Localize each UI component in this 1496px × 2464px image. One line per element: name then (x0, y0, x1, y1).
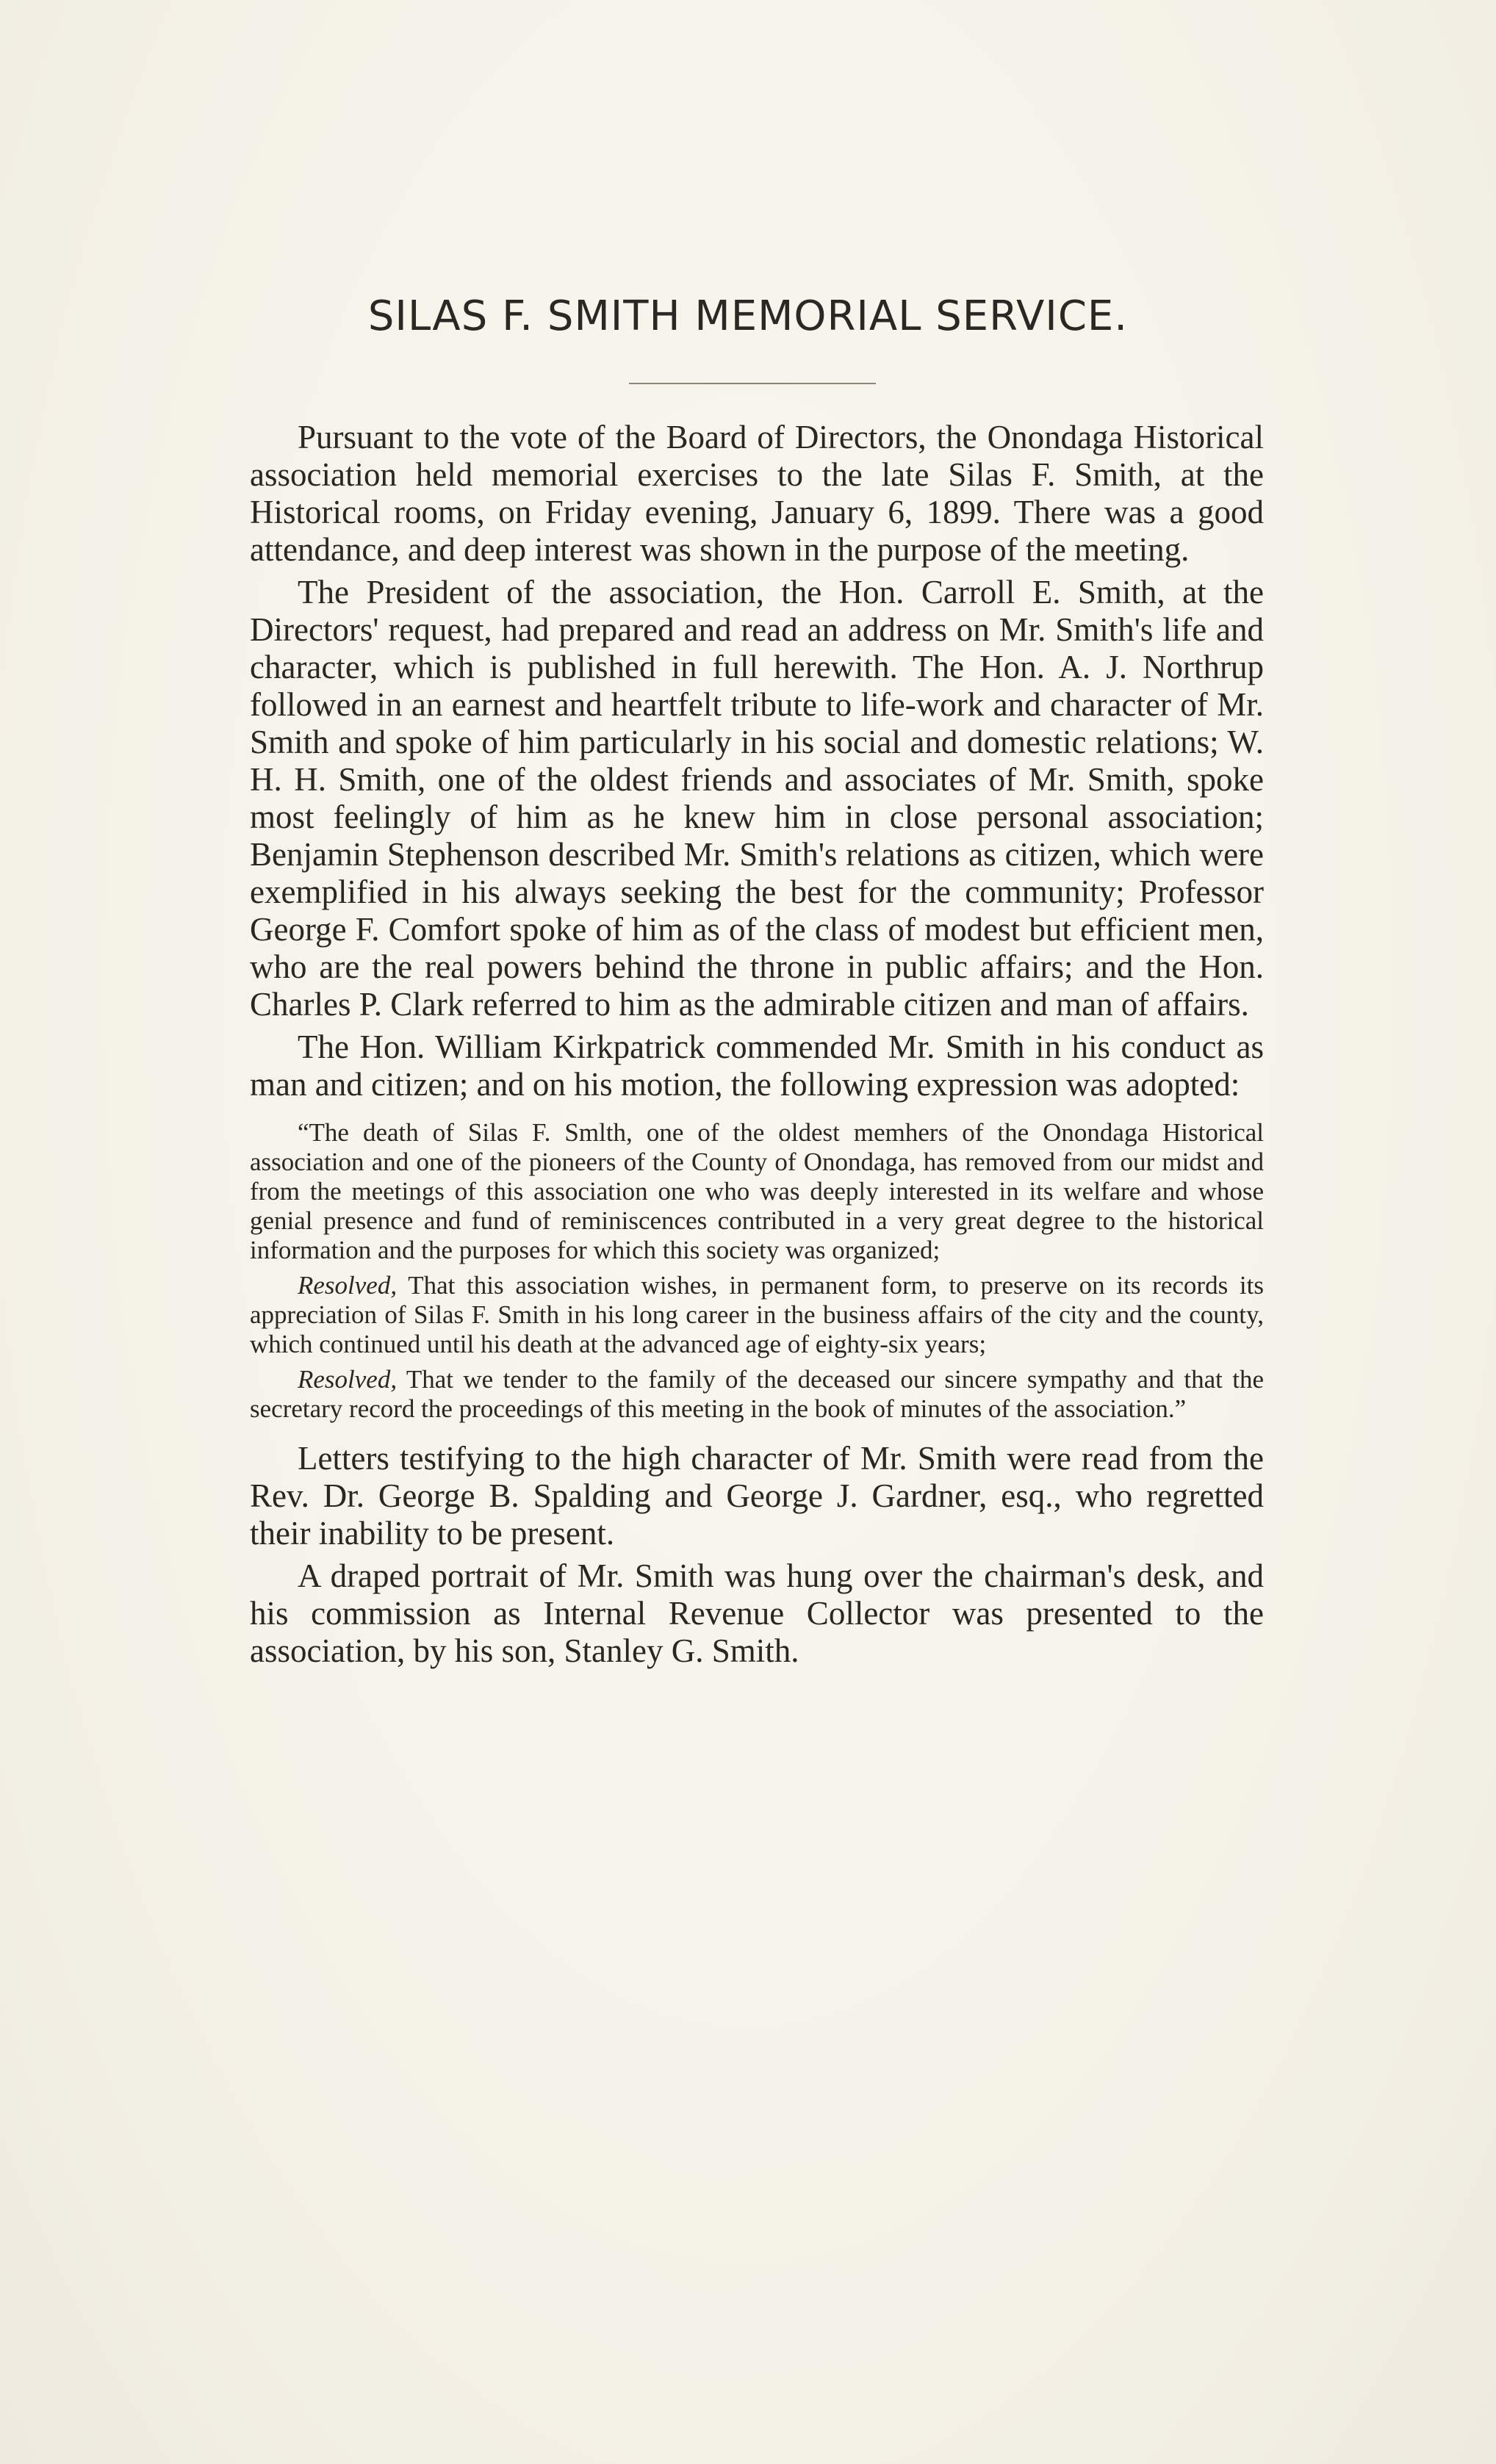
resolution-second (250, 1365, 1264, 1424)
resolved-label: Resolved, (298, 1365, 398, 1394)
resolution-preamble: “The death of Silas F. Smlth, one of the oldest memhers of the Onondaga Historical association and one of the pioneers of the County of Onondaga, has removed from our midst and from the meetings of this association one who was deeply interested in its welfare and whose genial presence and fund of reminiscences contributed in a very great degree to the historical information and the purposes for which this society was organized; (250, 1118, 1264, 1264)
resolution-block (250, 1118, 1264, 1424)
title-rule (629, 383, 876, 384)
paragraph-letters: Letters testifying to the high character of Mr. Smith were read from the Rev. Dr. George B. Spalding and George J. Gardner, esq., who regretted their inability to be present. (250, 1440, 1264, 1552)
resolution-first (250, 1271, 1264, 1359)
paragraph-motion: The Hon. William Kirkpatrick commended Mr. Smith in his conduct as man and citizen; and on his motion, the following expression was adopted: (250, 1029, 1264, 1103)
resolution-first-text: That this association wishes, in permanent form, to preserve on its records its appreciation of Silas F. Smith in his long career in the business affairs of the city and the county, which continued until his death at the advanced age of eighty-six years; (250, 1271, 1264, 1358)
resolved-label: Resolved, (298, 1271, 398, 1300)
resolution-second-text: That we tender to the family of the deceased our sincere sympathy and that the secretary record the proceedings of this meeting in the book of minutes of the association.” (250, 1365, 1264, 1423)
paragraph-intro: Pursuant to the vote of the Board of Directors, the Onondaga Historical association held memorial exercises to the late Silas F. Smith, at the Historical rooms, on Friday evening, January 6, 1899. There was a good attendance, and deep interest was shown in the purpose of the meeting. (250, 419, 1264, 568)
paragraph-speakers: The President of the association, the Hon. Carroll E. Smith, at the Directors' request, had prepared and read an address on Mr. Smith's life and character, which is published in full herewith. The Hon. A. J. Northrup followed in an earnest and heartfelt tribute to life-work and character of Mr. Smith and spoke of him particularly in his social and domestic relations; W. H. H. Smith, one of the oldest friends and associates of Mr. Smith, spoke most feelingly of him as he knew him in close personal association; Benjamin Stephenson described Mr. Smith's relations as citizen, which were exemplified in his always seeking the best for the community; Professor George F. Comfort spoke of him as of the class of modest but efficient men, who are the real powers behind the throne in public affairs; and the Hon. Charles P. Clark referred to him as the admirable citizen and man of affairs. (250, 574, 1264, 1023)
page-title: SILAS F. SMITH MEMORIAL SERVICE. (367, 292, 1129, 340)
body-text (250, 419, 1264, 1670)
paragraph-portrait: A draped portrait of Mr. Smith was hung over the chairman's desk, and his commission as Internal Revenue Collector was presented to the association, by his son, Stanley G. Smith. (250, 1557, 1264, 1669)
